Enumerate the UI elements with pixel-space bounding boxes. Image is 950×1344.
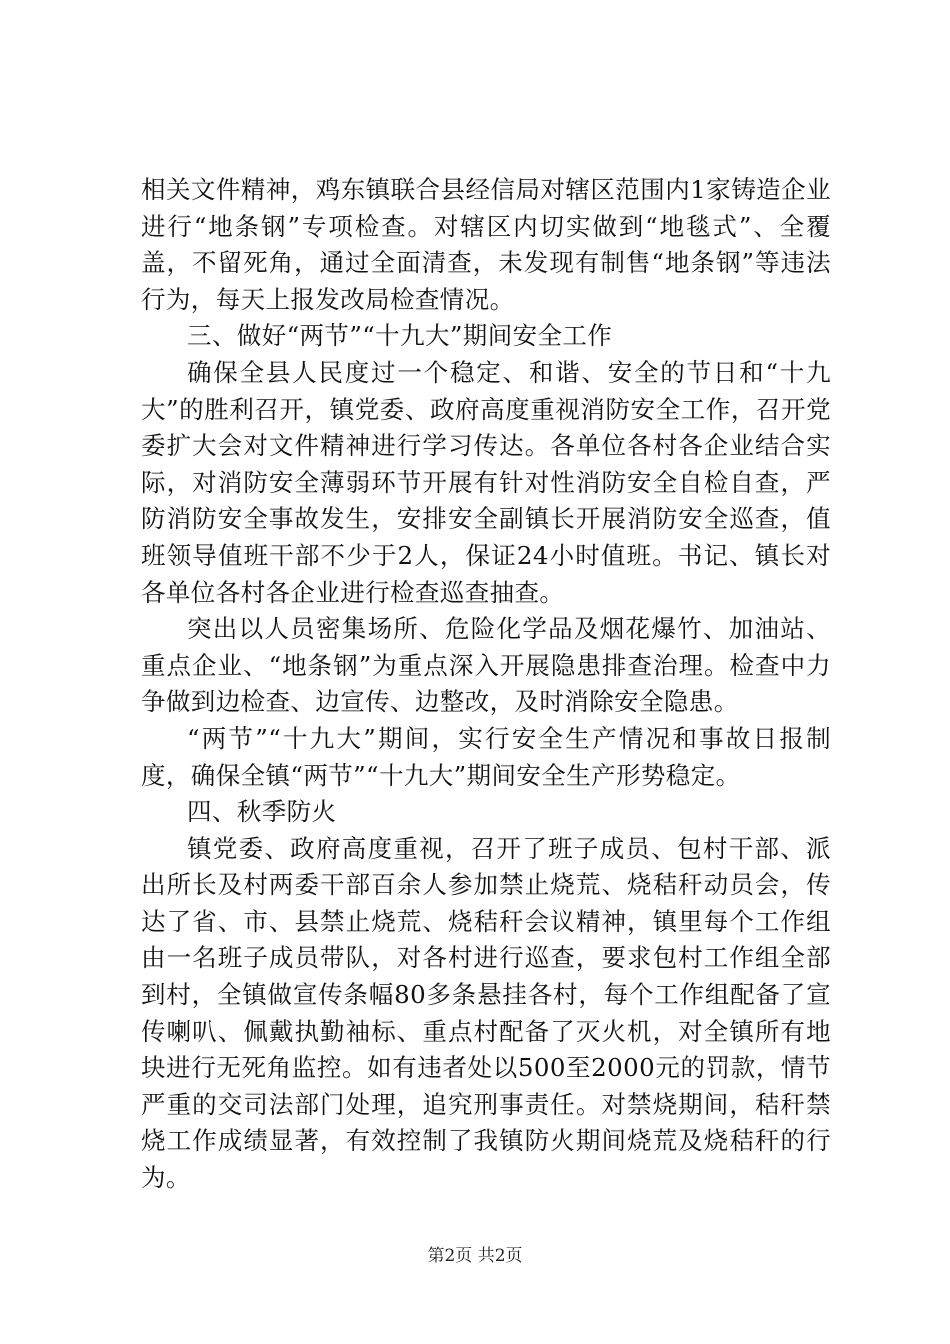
page-number-footer: 第2页 共2页 <box>427 1246 523 1266</box>
section-heading-3: 三、做好“两节”“十九大”期间安全工作 <box>187 321 613 351</box>
document-body <box>141 172 831 1197</box>
paragraph-7: 镇党委、政府高度重视，召开了班子成员、包村干部、派出所长及村两委干部百余人参加禁止烧荒、烧秸秆动员会，传达了省、市、县禁止烧荒、烧秸秆会议精神，镇里每个工作组由一名班子成员带队，对各村进行巡查，要求包村工作组全部到村，全镇做宣传条幅80多条悬挂各村，每个工作组配备了宣传喇叭、佩戴执勤袖标、重点村配备了灭火机，对全镇所有地块进行无死角监控。如有违者处以500至2000元的罚款，情节严重的交司法部门处理，追究刑事责任。对禁烧期间，秸秆禁烧工作成绩显著，有效控制了我镇防火期间烧荒及烧秸秆的行为。 <box>141 833 831 1193</box>
paragraph-5: “两节”“十九大”期间，实行安全生产情况和事故日报制度，确保全镇“两节”“十九大”期间安全生产形势稳定。 <box>141 723 831 790</box>
paragraph-1: 相关文件精神，鸡东镇联合县经信局对辖区范围内1家铸造企业进行“地条钢”专项检查。对辖区内切实做到“地毯式”、全覆盖，不留死角，通过全面清查，未发现有制售“地条钢”等违法行为，每天上报发改局检查情况。 <box>141 175 831 314</box>
paragraph-4: 突出以人员密集场所、危险化学品及烟花爆竹、加油站、重点企业、“地条钢”为重点深入开展隐患排查治理。检查中力争做到边检查、边宣传、边整改，及时消除安全隐患。 <box>141 614 831 717</box>
section-heading-4: 四、秋季防火 <box>187 797 337 827</box>
paragraph-3: 确保全县人民度过一个稳定、和谐、安全的节日和“十九大”的胜利召开，镇党委、政府高度重视消防安全工作，召开党委扩大会对文件精神进行学习传达。各单位各村各企业结合实际，对消防安全薄弱环节开展有针对性消防安全自检自查，严防消防安全事故发生，安排安全副镇长开展消防安全巡查，值班领导值班干部不少于2人，保证24小时值班。书记、镇长对各单位各村各企业进行检查巡查抽查。 <box>141 357 831 607</box>
